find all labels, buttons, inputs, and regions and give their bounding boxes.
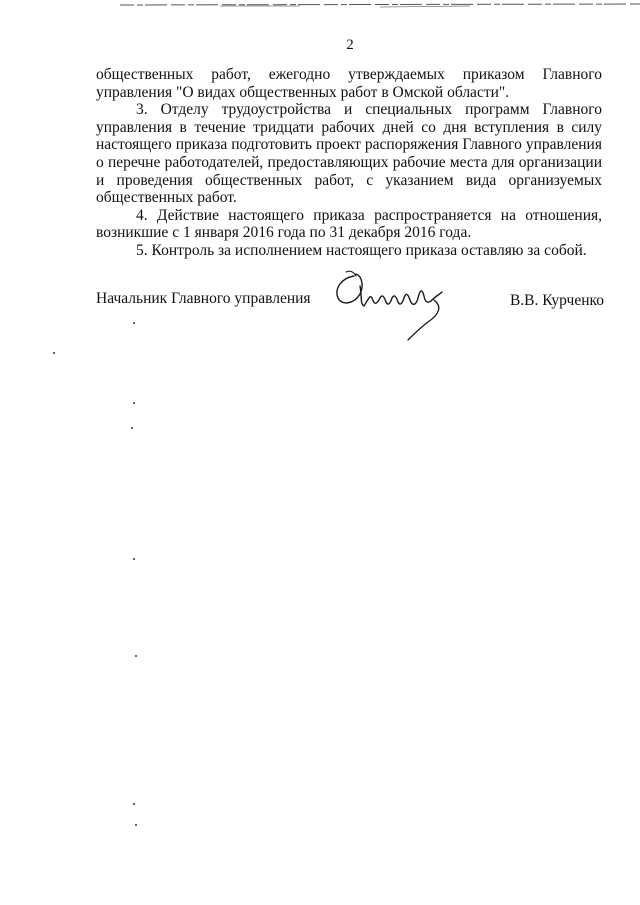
- paragraph-item-4: 4. Действие настоящего приказа распространяется на отношения, возникшие с 1 января 2016 года по 31 декабря 2016 года.: [96, 206, 602, 242]
- document-body: [96, 66, 602, 260]
- scan-speck: [133, 558, 135, 560]
- scan-speck: [133, 803, 135, 805]
- signer-name: В.В. Курченко: [509, 292, 604, 309]
- scan-speck: [135, 655, 137, 657]
- scan-speck: [135, 824, 137, 826]
- page-number: 2: [346, 37, 354, 53]
- paragraph-continuation: общественных работ, ежегодно утверждаемых приказом Главного управления "О видах общественных работ в Омской области".: [96, 66, 602, 101]
- scan-speck: [131, 427, 133, 429]
- handwritten-signature: [324, 266, 462, 348]
- scan-speck: [53, 352, 55, 354]
- scan-speck: [133, 322, 135, 324]
- signature-block: [96, 282, 604, 352]
- scan-edge-artifact: [0, 0, 640, 14]
- signer-title: Начальник Главного управления: [96, 290, 311, 307]
- scan-speck: [133, 402, 135, 404]
- paragraph-item-3: 3. Отделу трудоустройства и специальных программ Главного управления в течение тридцати рабочих дней со дня вступления в силу настоящего приказа подготовить проект распоряжения Главного управления о перечне работодателей, предоставляющих рабочие места для организации и проведения общественных работ, с указанием вида организуемых общественных работ.: [96, 101, 602, 207]
- paragraph-item-5: 5. Контроль за исполнением настоящего приказа оставляю за собой.: [136, 241, 587, 259]
